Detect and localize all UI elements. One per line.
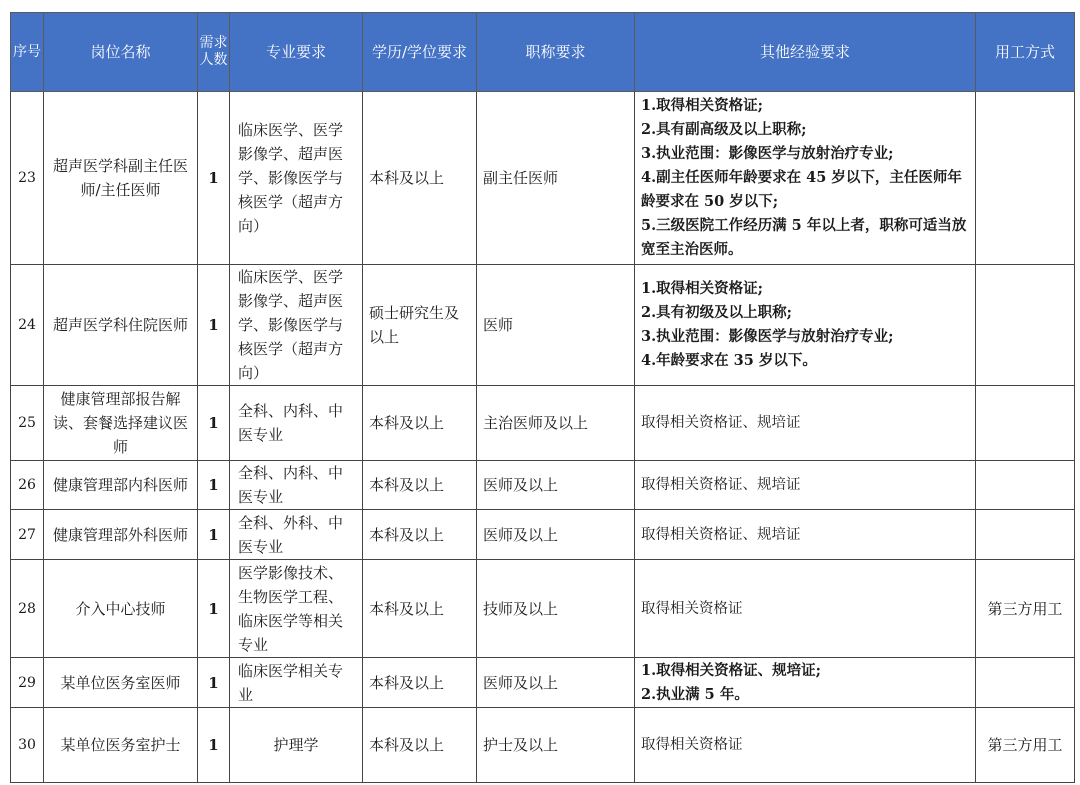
cell-title: 护士及以上 bbox=[477, 708, 635, 783]
header-count: 需求人数 bbox=[198, 13, 230, 92]
cell-position: 健康管理部外科医师 bbox=[44, 510, 198, 560]
header-experience: 其他经验要求 bbox=[635, 13, 976, 92]
experience-line: 取得相关资格证、规培证 bbox=[641, 526, 801, 543]
cell-experience bbox=[635, 92, 976, 265]
table-row bbox=[11, 510, 1075, 560]
header-no: 序号 bbox=[11, 13, 44, 92]
cell-title: 主治医师及以上 bbox=[477, 386, 635, 461]
cell-position: 超声医学科住院医师 bbox=[44, 265, 198, 386]
recruitment-table bbox=[10, 12, 1075, 783]
cell-count: 1 bbox=[198, 386, 230, 461]
cell-no: 25 bbox=[11, 386, 44, 461]
cell-employment bbox=[976, 92, 1075, 265]
cell-experience bbox=[635, 265, 976, 386]
cell-experience bbox=[635, 560, 976, 658]
experience-line: 4.年龄要求在 35 岁以下。 bbox=[641, 352, 817, 369]
experience-line: 2.具有初级及以上职称; bbox=[641, 304, 792, 321]
experience-line: 1.取得相关资格证、规培证; bbox=[641, 661, 821, 679]
experience-line: 5.三级医院工作经历满 5 年以上者，职称可适当放宽至主治医师。 bbox=[641, 217, 967, 258]
cell-employment bbox=[976, 510, 1075, 560]
experience-line: 取得相关资格证 bbox=[641, 600, 743, 617]
experience-line: 取得相关资格证 bbox=[641, 737, 743, 753]
cell-position: 某单位医务室护士 bbox=[44, 708, 198, 783]
cell-experience bbox=[635, 510, 976, 560]
table-row bbox=[11, 658, 1075, 708]
cell-no: 29 bbox=[11, 658, 44, 708]
experience-line: 2.具有副高级及以上职称; bbox=[641, 121, 807, 138]
table-row bbox=[11, 461, 1075, 510]
cell-degree: 本科及以上 bbox=[363, 92, 477, 265]
cell-major: 临床医学、医学影像学、超声医学、影像医学与核医学（超声方向） bbox=[230, 92, 363, 265]
experience-line: 1.取得相关资格证; bbox=[641, 97, 763, 114]
cell-degree: 本科及以上 bbox=[363, 461, 477, 510]
table-row bbox=[11, 708, 1075, 783]
cell-count: 1 bbox=[198, 92, 230, 265]
table-row bbox=[11, 265, 1075, 386]
cell-degree: 本科及以上 bbox=[363, 386, 477, 461]
cell-no: 26 bbox=[11, 461, 44, 510]
cell-position: 健康管理部内科医师 bbox=[44, 461, 198, 510]
table-row bbox=[11, 92, 1075, 265]
cell-count: 1 bbox=[198, 461, 230, 510]
cell-major: 临床医学、医学影像学、超声医学、影像医学与核医学（超声方向） bbox=[230, 265, 363, 386]
table-header-row bbox=[11, 13, 1075, 92]
cell-major: 全科、外科、中医专业 bbox=[230, 510, 363, 560]
cell-experience bbox=[635, 708, 976, 783]
cell-degree: 本科及以上 bbox=[363, 560, 477, 658]
cell-count: 1 bbox=[198, 265, 230, 386]
cell-count: 1 bbox=[198, 708, 230, 783]
experience-line: 1.取得相关资格证; bbox=[641, 280, 763, 297]
cell-no: 28 bbox=[11, 560, 44, 658]
cell-employment: 第三方用工 bbox=[976, 708, 1075, 783]
cell-experience bbox=[635, 658, 976, 708]
cell-major: 临床医学相关专业 bbox=[230, 658, 363, 708]
cell-title: 副主任医师 bbox=[477, 92, 635, 265]
cell-employment bbox=[976, 386, 1075, 461]
cell-position: 超声医学科副主任医师/主任医师 bbox=[44, 92, 198, 265]
experience-line: 取得相关资格证、规培证 bbox=[641, 477, 801, 493]
experience-line: 4.副主任医师年龄要求在 45 岁以下，主任医师年龄要求在 50 岁以下; bbox=[641, 169, 962, 210]
experience-line: 3.执业范围：影像医学与放射治疗专业; bbox=[641, 145, 894, 162]
cell-position: 介入中心技师 bbox=[44, 560, 198, 658]
cell-title: 医师 bbox=[477, 265, 635, 386]
cell-employment bbox=[976, 461, 1075, 510]
cell-major: 全科、内科、中医专业 bbox=[230, 386, 363, 461]
cell-degree: 本科及以上 bbox=[363, 510, 477, 560]
cell-degree: 本科及以上 bbox=[363, 708, 477, 783]
cell-count: 1 bbox=[198, 510, 230, 560]
cell-major: 医学影像技术、生物医学工程、临床医学等相关专业 bbox=[230, 560, 363, 658]
header-degree: 学历/学位要求 bbox=[363, 13, 477, 92]
cell-title: 技师及以上 bbox=[477, 560, 635, 658]
cell-title: 医师及以上 bbox=[477, 510, 635, 560]
cell-count: 1 bbox=[198, 658, 230, 708]
header-employment: 用工方式 bbox=[976, 13, 1075, 92]
cell-employment bbox=[976, 658, 1075, 708]
cell-degree: 本科及以上 bbox=[363, 658, 477, 708]
experience-line: 2.执业满 5 年。 bbox=[641, 685, 749, 703]
header-title: 职称要求 bbox=[477, 13, 635, 92]
cell-no: 27 bbox=[11, 510, 44, 560]
experience-line: 3.执业范围：影像医学与放射治疗专业; bbox=[641, 328, 894, 345]
cell-no: 24 bbox=[11, 265, 44, 386]
cell-title: 医师及以上 bbox=[477, 461, 635, 510]
header-major: 专业要求 bbox=[230, 13, 363, 92]
experience-line: 取得相关资格证、规培证 bbox=[641, 415, 801, 431]
cell-degree: 硕士研究生及以上 bbox=[363, 265, 477, 386]
header-position: 岗位名称 bbox=[44, 13, 198, 92]
table-row bbox=[11, 560, 1075, 658]
cell-employment bbox=[976, 265, 1075, 386]
cell-position: 健康管理部报告解读、套餐选择建议医师 bbox=[44, 386, 198, 461]
cell-major: 护理学 bbox=[230, 708, 363, 783]
cell-experience bbox=[635, 461, 976, 510]
cell-no: 30 bbox=[11, 708, 44, 783]
cell-experience bbox=[635, 386, 976, 461]
cell-title: 医师及以上 bbox=[477, 658, 635, 708]
cell-position: 某单位医务室医师 bbox=[44, 658, 198, 708]
cell-count: 1 bbox=[198, 560, 230, 658]
cell-no: 23 bbox=[11, 92, 44, 265]
cell-employment: 第三方用工 bbox=[976, 560, 1075, 658]
table-row bbox=[11, 386, 1075, 461]
cell-major: 全科、内科、中医专业 bbox=[230, 461, 363, 510]
